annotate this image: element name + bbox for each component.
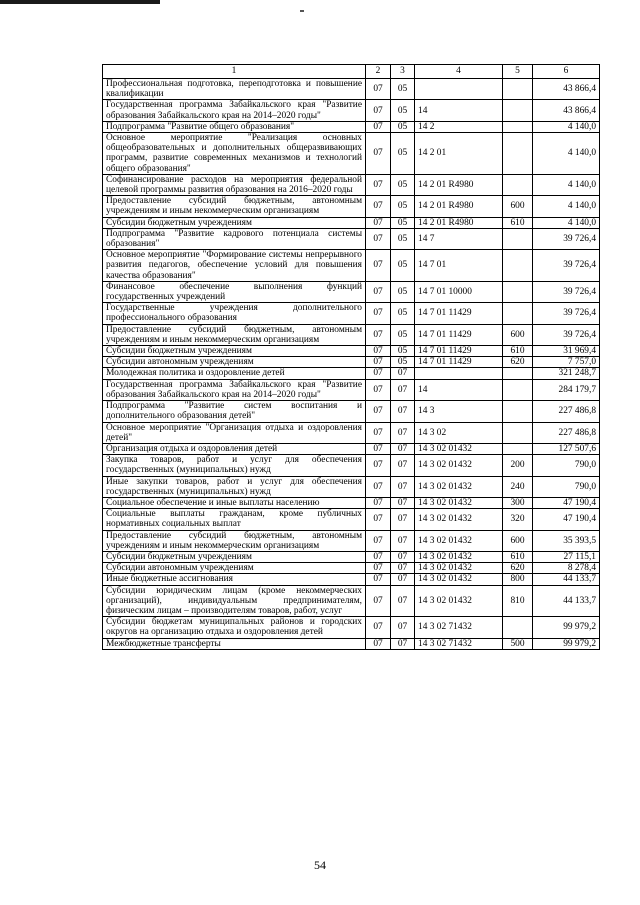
row-expense-type: 300 xyxy=(503,497,533,508)
row-amount: 4 140,0 xyxy=(533,217,600,228)
row-name: Софинансирование расходов на мероприятия федеральной целевой программы развития образования на 2016–2020 годы xyxy=(103,174,366,195)
row-expense-type xyxy=(503,443,533,454)
row-target-code: 14 2 01 R4980 xyxy=(415,196,503,217)
table-row xyxy=(103,228,600,249)
row-expense-type: 240 xyxy=(503,476,533,497)
row-name: Государственная программа Забайкальского края "Развитие образования Забайкальского края на 2014–2020 годы" xyxy=(103,379,366,400)
table-row xyxy=(103,281,600,302)
row-expense-type: 600 xyxy=(503,530,533,551)
row-amount: 35 393,5 xyxy=(533,530,600,551)
row-target-code: 14 7 01 11429 xyxy=(415,303,503,324)
row-expense-type xyxy=(503,228,533,249)
row-section: 07 xyxy=(366,574,391,585)
row-subsection: 05 xyxy=(391,357,415,368)
row-section: 07 xyxy=(366,509,391,530)
table-row xyxy=(103,346,600,357)
row-subsection: 05 xyxy=(391,196,415,217)
row-amount: 31 969,4 xyxy=(533,346,600,357)
row-section: 07 xyxy=(366,196,391,217)
row-subsection: 07 xyxy=(391,563,415,574)
row-target-code: 14 3 02 01432 xyxy=(415,585,503,617)
row-amount: 43 866,4 xyxy=(533,100,600,121)
row-expense-type: 620 xyxy=(503,357,533,368)
table-row xyxy=(103,368,600,379)
row-expense-type xyxy=(503,174,533,195)
row-name: Предоставление субсидий бюджетным, автономным учреждениям и иным некоммерческим организациям xyxy=(103,196,366,217)
row-target-code: 14 3 02 01432 xyxy=(415,574,503,585)
row-target-code: 14 2 01 xyxy=(415,133,503,175)
table-row xyxy=(103,357,600,368)
row-target-code: 14 3 02 71432 xyxy=(415,638,503,649)
table-header-row xyxy=(103,65,600,79)
row-expense-type xyxy=(503,368,533,379)
row-section: 07 xyxy=(366,368,391,379)
row-subsection: 07 xyxy=(391,530,415,551)
row-expense-type: 810 xyxy=(503,585,533,617)
row-name: Закупка товаров, работ и услуг для обеспечения государственных (муниципальных) нужд xyxy=(103,455,366,476)
row-name: Иные бюджетные ассигнования xyxy=(103,574,366,585)
row-target-code: 14 7 xyxy=(415,228,503,249)
row-section: 07 xyxy=(366,100,391,121)
row-name: Организация отдыха и оздоровления детей xyxy=(103,443,366,454)
header-col-1: 1 xyxy=(103,65,366,79)
row-section: 07 xyxy=(366,324,391,345)
table-row xyxy=(103,250,600,282)
row-name: Субсидии бюджетным учреждениям xyxy=(103,551,366,562)
row-name: Субсидии автономным учреждениям xyxy=(103,357,366,368)
row-subsection: 07 xyxy=(391,497,415,508)
row-target-code: 14 3 02 01432 xyxy=(415,443,503,454)
header-col-2: 2 xyxy=(366,65,391,79)
row-amount: 8 278,4 xyxy=(533,563,600,574)
table-row xyxy=(103,422,600,443)
row-subsection: 07 xyxy=(391,638,415,649)
row-amount: 39 726,4 xyxy=(533,281,600,302)
table-row xyxy=(103,303,600,324)
row-section: 07 xyxy=(366,617,391,638)
row-subsection: 07 xyxy=(391,476,415,497)
row-amount: 227 486,8 xyxy=(533,401,600,422)
row-expense-type xyxy=(503,401,533,422)
row-expense-type xyxy=(503,121,533,132)
row-subsection: 07 xyxy=(391,617,415,638)
row-subsection: 05 xyxy=(391,250,415,282)
row-name: Социальное обеспечение и иные выплаты населению xyxy=(103,497,366,508)
row-amount: 4 140,0 xyxy=(533,121,600,132)
row-section: 07 xyxy=(366,563,391,574)
row-target-code: 14 3 02 01432 xyxy=(415,497,503,508)
row-expense-type xyxy=(503,250,533,282)
table-row xyxy=(103,324,600,345)
row-amount: 47 190,4 xyxy=(533,509,600,530)
row-name: Государственные учреждения дополнительного профессионального образования xyxy=(103,303,366,324)
row-section: 07 xyxy=(366,121,391,132)
row-amount: 44 133,7 xyxy=(533,574,600,585)
row-target-code: 14 7 01 10000 xyxy=(415,281,503,302)
row-amount: 790,0 xyxy=(533,476,600,497)
row-target-code: 14 3 02 01432 xyxy=(415,509,503,530)
row-expense-type xyxy=(503,303,533,324)
row-target-code: 14 7 01 11429 xyxy=(415,357,503,368)
row-name: Профессиональная подготовка, переподготовка и повышение квалификации xyxy=(103,79,366,100)
row-section: 07 xyxy=(366,174,391,195)
table-row xyxy=(103,530,600,551)
row-amount: 4 140,0 xyxy=(533,174,600,195)
row-subsection: 05 xyxy=(391,217,415,228)
row-subsection: 07 xyxy=(391,585,415,617)
row-expense-type xyxy=(503,617,533,638)
row-target-code: 14 3 xyxy=(415,401,503,422)
row-section: 07 xyxy=(366,551,391,562)
row-section: 07 xyxy=(366,443,391,454)
row-amount: 99 979,2 xyxy=(533,638,600,649)
row-expense-type xyxy=(503,79,533,100)
row-amount: 27 115,1 xyxy=(533,551,600,562)
table-row xyxy=(103,476,600,497)
row-name: Субсидии юридическим лицам (кроме некоммерческих организаций), индивидуальным предпринимателям, физическим лицам – производителям товаров, работ, услуг xyxy=(103,585,366,617)
row-expense-type xyxy=(503,281,533,302)
row-amount: 39 726,4 xyxy=(533,250,600,282)
row-section: 07 xyxy=(366,217,391,228)
table-row xyxy=(103,638,600,649)
table-row xyxy=(103,401,600,422)
row-name: Подпрограмма "Развитие систем воспитания и дополнительного образования детей" xyxy=(103,401,366,422)
page-number: 54 xyxy=(314,858,326,872)
row-amount: 43 866,4 xyxy=(533,79,600,100)
row-subsection: 05 xyxy=(391,79,415,100)
row-target-code: 14 3 02 01432 xyxy=(415,476,503,497)
row-subsection: 05 xyxy=(391,303,415,324)
row-amount: 321 248,7 xyxy=(533,368,600,379)
row-section: 07 xyxy=(366,379,391,400)
row-expense-type xyxy=(503,422,533,443)
table-row xyxy=(103,133,600,175)
table-row xyxy=(103,509,600,530)
row-section: 07 xyxy=(366,228,391,249)
row-subsection: 05 xyxy=(391,324,415,345)
row-subsection: 05 xyxy=(391,100,415,121)
row-section: 07 xyxy=(366,79,391,100)
row-name: Субсидии автономным учреждениям xyxy=(103,563,366,574)
row-name: Подпрограмма "Развитие кадрового потенциала системы образования" xyxy=(103,228,366,249)
row-name: Предоставление субсидий бюджетным, автономным учреждениям и иным некоммерческим организациям xyxy=(103,530,366,551)
row-section: 07 xyxy=(366,585,391,617)
row-name: Государственная программа Забайкальского края "Развитие образования Забайкальского края на 2014–2020 годы" xyxy=(103,100,366,121)
row-amount: 790,0 xyxy=(533,455,600,476)
row-target-code: 14 xyxy=(415,379,503,400)
scan-speck xyxy=(300,10,304,12)
row-expense-type: 620 xyxy=(503,563,533,574)
row-section: 07 xyxy=(366,250,391,282)
row-subsection: 05 xyxy=(391,346,415,357)
budget-table xyxy=(102,64,600,650)
table-row xyxy=(103,196,600,217)
row-amount: 47 190,4 xyxy=(533,497,600,508)
table-body xyxy=(103,79,600,650)
row-section: 07 xyxy=(366,357,391,368)
row-target-code: 14 7 01 11429 xyxy=(415,346,503,357)
row-target-code: 14 xyxy=(415,100,503,121)
row-target-code: 14 3 02 71432 xyxy=(415,617,503,638)
row-name: Субсидии бюджетам муниципальных районов и городских округов на организацию отдыха и оздоровления детей xyxy=(103,617,366,638)
table-row xyxy=(103,100,600,121)
row-name: Молодежная политика и оздоровление детей xyxy=(103,368,366,379)
row-section: 07 xyxy=(366,401,391,422)
row-expense-type: 610 xyxy=(503,346,533,357)
row-subsection: 07 xyxy=(391,551,415,562)
row-target-code: 14 3 02 01432 xyxy=(415,455,503,476)
row-expense-type xyxy=(503,100,533,121)
table-row xyxy=(103,443,600,454)
row-name: Основное мероприятие "Реализация основных общеобразовательных и дополнительных общеразвивающих программ, развитие современных механизмов и технологий общего образования" xyxy=(103,133,366,175)
row-subsection: 07 xyxy=(391,401,415,422)
row-expense-type: 600 xyxy=(503,324,533,345)
header-col-3: 3 xyxy=(391,65,415,79)
row-target-code: 14 2 xyxy=(415,121,503,132)
table-row xyxy=(103,497,600,508)
row-subsection: 05 xyxy=(391,174,415,195)
row-amount: 4 140,0 xyxy=(533,196,600,217)
row-name: Субсидии бюджетным учреждениям xyxy=(103,346,366,357)
row-name: Межбюджетные трансферты xyxy=(103,638,366,649)
row-expense-type: 320 xyxy=(503,509,533,530)
row-name: Предоставление субсидий бюджетным, автономным учреждениям и иным некоммерческим организациям xyxy=(103,324,366,345)
row-name: Основное мероприятие "Организация отдыха и оздоровления детей" xyxy=(103,422,366,443)
row-subsection: 05 xyxy=(391,281,415,302)
row-subsection: 07 xyxy=(391,509,415,530)
row-amount: 4 140,0 xyxy=(533,133,600,175)
row-subsection: 05 xyxy=(391,133,415,175)
row-subsection: 05 xyxy=(391,121,415,132)
table-row xyxy=(103,174,600,195)
row-section: 07 xyxy=(366,476,391,497)
row-expense-type: 500 xyxy=(503,638,533,649)
header-col-5: 5 xyxy=(503,65,533,79)
row-section: 07 xyxy=(366,346,391,357)
row-section: 07 xyxy=(366,133,391,175)
row-expense-type: 200 xyxy=(503,455,533,476)
table-row xyxy=(103,551,600,562)
row-section: 07 xyxy=(366,281,391,302)
scan-edge-mark xyxy=(0,0,160,4)
row-name: Социальные выплаты гражданам, кроме публичных нормативных социальных выплат xyxy=(103,509,366,530)
row-name: Субсидии бюджетным учреждениям xyxy=(103,217,366,228)
row-section: 07 xyxy=(366,303,391,324)
row-expense-type: 610 xyxy=(503,217,533,228)
row-subsection: 07 xyxy=(391,422,415,443)
row-amount: 99 979,2 xyxy=(533,617,600,638)
row-target-code: 14 2 01 R4980 xyxy=(415,217,503,228)
row-amount: 39 726,4 xyxy=(533,228,600,249)
row-amount: 39 726,4 xyxy=(533,303,600,324)
row-subsection: 07 xyxy=(391,574,415,585)
table-row xyxy=(103,121,600,132)
row-name: Финансовое обеспечение выполнения функций государственных учреждений xyxy=(103,281,366,302)
row-target-code xyxy=(415,79,503,100)
row-name: Основное мероприятие "Формирование системы непрерывного развития педагогов, обеспечение условий для повышения качества образования" xyxy=(103,250,366,282)
row-amount: 127 507,6 xyxy=(533,443,600,454)
table-row xyxy=(103,563,600,574)
table-row xyxy=(103,79,600,100)
row-target-code xyxy=(415,368,503,379)
row-subsection: 07 xyxy=(391,379,415,400)
row-section: 07 xyxy=(366,638,391,649)
row-section: 07 xyxy=(366,422,391,443)
row-expense-type xyxy=(503,379,533,400)
row-section: 07 xyxy=(366,455,391,476)
row-section: 07 xyxy=(366,530,391,551)
row-expense-type: 800 xyxy=(503,574,533,585)
row-expense-type xyxy=(503,133,533,175)
row-subsection: 07 xyxy=(391,455,415,476)
row-subsection: 05 xyxy=(391,228,415,249)
row-target-code: 14 3 02 01432 xyxy=(415,530,503,551)
row-subsection: 07 xyxy=(391,443,415,454)
table-row xyxy=(103,455,600,476)
header-col-6: 6 xyxy=(533,65,600,79)
row-name: Подпрограмма "Развитие общего образования" xyxy=(103,121,366,132)
row-amount: 39 726,4 xyxy=(533,324,600,345)
row-name: Иные закупки товаров, работ и услуг для обеспечения государственных (муниципальных) нужд xyxy=(103,476,366,497)
row-target-code: 14 7 01 11429 xyxy=(415,324,503,345)
row-amount: 7 757,0 xyxy=(533,357,600,368)
row-amount: 284 179,7 xyxy=(533,379,600,400)
row-target-code: 14 3 02 xyxy=(415,422,503,443)
row-amount: 227 486,8 xyxy=(533,422,600,443)
row-expense-type: 600 xyxy=(503,196,533,217)
row-target-code: 14 2 01 R4980 xyxy=(415,174,503,195)
table-row xyxy=(103,217,600,228)
table-row xyxy=(103,574,600,585)
table-row xyxy=(103,617,600,638)
row-amount: 44 133,7 xyxy=(533,585,600,617)
row-expense-type: 610 xyxy=(503,551,533,562)
row-subsection: 07 xyxy=(391,368,415,379)
header-col-4: 4 xyxy=(415,65,503,79)
row-target-code: 14 7 01 xyxy=(415,250,503,282)
table-row xyxy=(103,379,600,400)
row-target-code: 14 3 02 01432 xyxy=(415,563,503,574)
row-section: 07 xyxy=(366,497,391,508)
table-row xyxy=(103,585,600,617)
row-target-code: 14 3 02 01432 xyxy=(415,551,503,562)
